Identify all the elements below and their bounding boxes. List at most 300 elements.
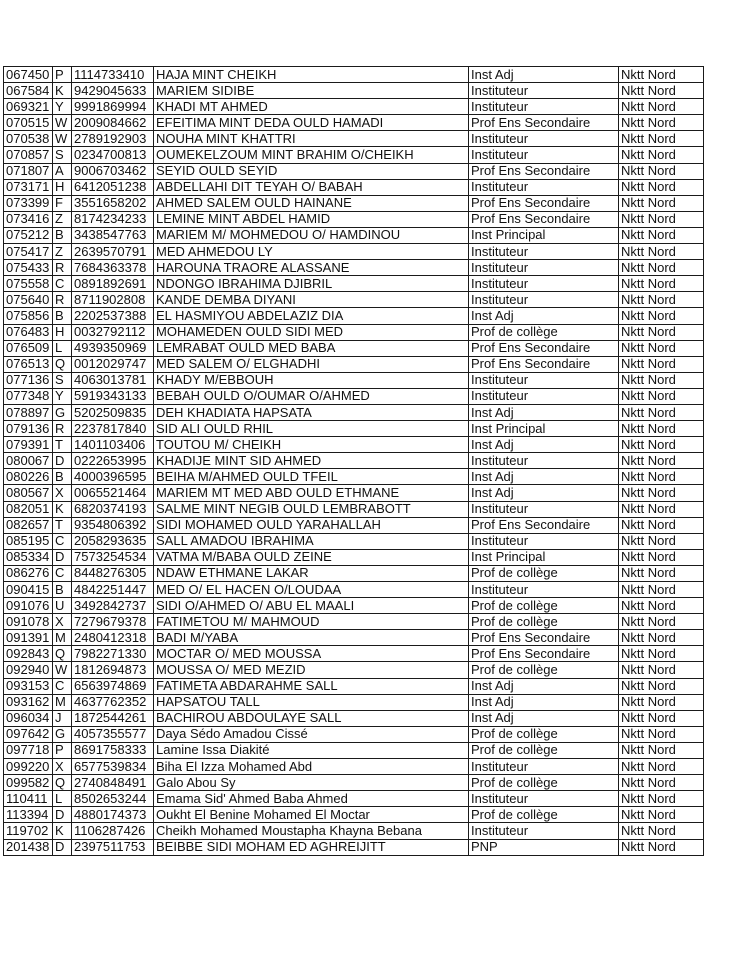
location-cell: Nktt Nord (619, 646, 704, 662)
letter-cell: Y (53, 388, 72, 404)
matricule-cell: 075212 (4, 227, 53, 243)
name-cell: HAROUNA TRAORE ALASSANE (154, 260, 469, 276)
matricule-cell: 077136 (4, 372, 53, 388)
position-cell: Instituteur (469, 260, 619, 276)
position-cell: Instituteur (469, 791, 619, 807)
location-cell: Nktt Nord (619, 453, 704, 469)
letter-cell: K (53, 83, 72, 99)
nni-cell: 9429045633 (72, 83, 154, 99)
table-row (4, 260, 704, 276)
position-cell: Instituteur (469, 501, 619, 517)
position-cell: Prof de collège (469, 662, 619, 678)
matricule-cell: 076513 (4, 356, 53, 372)
letter-cell: P (53, 742, 72, 758)
name-cell: OUMEKELZOUM MINT BRAHIM O/CHEIKH (154, 147, 469, 163)
location-cell: Nktt Nord (619, 356, 704, 372)
matricule-cell: 096034 (4, 710, 53, 726)
matricule-cell: 076483 (4, 324, 53, 340)
matricule-cell: 075417 (4, 244, 53, 260)
name-cell: MARIEM MT MED ABD OULD ETHMANE (154, 485, 469, 501)
location-cell: Nktt Nord (619, 469, 704, 485)
matricule-cell: 091076 (4, 598, 53, 614)
location-cell: Nktt Nord (619, 340, 704, 356)
letter-cell: X (53, 614, 72, 630)
table-row (4, 356, 704, 372)
table-row (4, 775, 704, 791)
name-cell: NOUHA MINT KHATTRI (154, 131, 469, 147)
name-cell: MED AHMEDOU LY (154, 244, 469, 260)
nni-cell: 5202509835 (72, 404, 154, 420)
letter-cell: Q (53, 356, 72, 372)
position-cell: Prof Ens Secondaire (469, 646, 619, 662)
table-row (4, 83, 704, 99)
matricule-cell: 077348 (4, 388, 53, 404)
nni-cell: 3551658202 (72, 195, 154, 211)
table-row (4, 115, 704, 131)
matricule-cell: 085334 (4, 549, 53, 565)
name-cell: SIDI MOHAMED OULD YARAHALLAH (154, 517, 469, 533)
table-row (4, 646, 704, 662)
position-cell: Instituteur (469, 147, 619, 163)
name-cell: TOUTOU M/ CHEIKH (154, 437, 469, 453)
name-cell: HAJA MINT CHEIKH (154, 67, 469, 83)
matricule-cell: 067450 (4, 67, 53, 83)
table-row (4, 630, 704, 646)
position-cell: Inst Principal (469, 421, 619, 437)
letter-cell: J (53, 710, 72, 726)
name-cell: SIDI O/AHMED O/ ABU EL MAALI (154, 598, 469, 614)
name-cell: EL HASMIYOU ABDELAZIZ DIA (154, 308, 469, 324)
nni-cell: 4637762352 (72, 694, 154, 710)
matricule-cell: 085195 (4, 533, 53, 549)
matricule-cell: 080567 (4, 485, 53, 501)
nni-cell: 8448276305 (72, 565, 154, 581)
table-row (4, 99, 704, 115)
position-cell: Inst Adj (469, 437, 619, 453)
name-cell: Oukht El Benine Mohamed El Moctar (154, 807, 469, 823)
position-cell: Inst Adj (469, 308, 619, 324)
nni-cell: 0891892691 (72, 276, 154, 292)
letter-cell: Z (53, 211, 72, 227)
location-cell: Nktt Nord (619, 582, 704, 598)
letter-cell: L (53, 791, 72, 807)
position-cell: Instituteur (469, 582, 619, 598)
letter-cell: R (53, 421, 72, 437)
table-row (4, 421, 704, 437)
position-cell: Instituteur (469, 179, 619, 195)
name-cell: AHMED SALEM OULD HAINANE (154, 195, 469, 211)
nni-cell: 3438547763 (72, 227, 154, 243)
location-cell: Nktt Nord (619, 485, 704, 501)
matricule-cell: 099220 (4, 759, 53, 775)
location-cell: Nktt Nord (619, 517, 704, 533)
table-row (4, 211, 704, 227)
letter-cell: M (53, 694, 72, 710)
position-cell: Instituteur (469, 276, 619, 292)
nni-cell: 9354806392 (72, 517, 154, 533)
nni-cell: 7982271330 (72, 646, 154, 662)
matricule-cell: 075433 (4, 260, 53, 276)
position-cell: Prof de collège (469, 324, 619, 340)
letter-cell: T (53, 437, 72, 453)
name-cell: KHADI MT AHMED (154, 99, 469, 115)
name-cell: SEYID OULD SEYID (154, 163, 469, 179)
table-row (4, 308, 704, 324)
location-cell: Nktt Nord (619, 404, 704, 420)
position-cell: Prof de collège (469, 565, 619, 581)
name-cell: VATMA M/BABA OULD ZEINE (154, 549, 469, 565)
location-cell: Nktt Nord (619, 115, 704, 131)
nni-cell: 0032792112 (72, 324, 154, 340)
nni-cell: 7684363378 (72, 260, 154, 276)
nni-cell: 1401103406 (72, 437, 154, 453)
letter-cell: X (53, 485, 72, 501)
position-cell: Instituteur (469, 292, 619, 308)
nni-cell: 5919343133 (72, 388, 154, 404)
table-row (4, 276, 704, 292)
matricule-cell: 086276 (4, 565, 53, 581)
location-cell: Nktt Nord (619, 598, 704, 614)
letter-cell: K (53, 501, 72, 517)
position-cell: Instituteur (469, 823, 619, 839)
letter-cell: Y (53, 99, 72, 115)
matricule-cell: 097642 (4, 726, 53, 742)
nni-cell: 3492842737 (72, 598, 154, 614)
nni-cell: 2058293635 (72, 533, 154, 549)
location-cell: Nktt Nord (619, 775, 704, 791)
position-cell: Prof de collège (469, 742, 619, 758)
position-cell: Prof Ens Secondaire (469, 517, 619, 533)
name-cell: HAPSATOU TALL (154, 694, 469, 710)
location-cell: Nktt Nord (619, 726, 704, 742)
matricule-cell: 070857 (4, 147, 53, 163)
letter-cell: F (53, 195, 72, 211)
table-row (4, 340, 704, 356)
nni-cell: 1114733410 (72, 67, 154, 83)
location-cell: Nktt Nord (619, 807, 704, 823)
nni-cell: 0222653995 (72, 453, 154, 469)
name-cell: ABDELLAHI DIT TEYAH O/ BABAH (154, 179, 469, 195)
nni-cell: 8174234233 (72, 211, 154, 227)
table-row (4, 388, 704, 404)
location-cell: Nktt Nord (619, 227, 704, 243)
position-cell: Prof Ens Secondaire (469, 630, 619, 646)
staff-table-body (4, 67, 704, 856)
location-cell: Nktt Nord (619, 99, 704, 115)
position-cell: Prof Ens Secondaire (469, 115, 619, 131)
nni-cell: 2202537388 (72, 308, 154, 324)
nni-cell: 2740848491 (72, 775, 154, 791)
nni-cell: 8691758333 (72, 742, 154, 758)
matricule-cell: 091078 (4, 614, 53, 630)
table-row (4, 549, 704, 565)
letter-cell: B (53, 308, 72, 324)
table-row (4, 324, 704, 340)
letter-cell: C (53, 565, 72, 581)
matricule-cell: 067584 (4, 83, 53, 99)
location-cell: Nktt Nord (619, 630, 704, 646)
name-cell: Emama Sid' Ahmed Baba Ahmed (154, 791, 469, 807)
table-row (4, 244, 704, 260)
matricule-cell: 073416 (4, 211, 53, 227)
position-cell: Prof Ens Secondaire (469, 356, 619, 372)
location-cell: Nktt Nord (619, 662, 704, 678)
table-row (4, 710, 704, 726)
table-row (4, 582, 704, 598)
name-cell: FATIMETOU M/ MAHMOUD (154, 614, 469, 630)
name-cell: FATIMETA ABDARAHME SALL (154, 678, 469, 694)
matricule-cell: 092843 (4, 646, 53, 662)
name-cell: KHADIJE MINT SID AHMED (154, 453, 469, 469)
position-cell: Instituteur (469, 533, 619, 549)
letter-cell: S (53, 372, 72, 388)
table-row (4, 195, 704, 211)
letter-cell: T (53, 517, 72, 533)
location-cell: Nktt Nord (619, 195, 704, 211)
position-cell: Prof de collège (469, 614, 619, 630)
location-cell: Nktt Nord (619, 388, 704, 404)
matricule-cell: 113394 (4, 807, 53, 823)
table-row (4, 598, 704, 614)
matricule-cell: 075640 (4, 292, 53, 308)
matricule-cell: 082657 (4, 517, 53, 533)
letter-cell: C (53, 533, 72, 549)
nni-cell: 8502653244 (72, 791, 154, 807)
table-row (4, 565, 704, 581)
letter-cell: C (53, 678, 72, 694)
location-cell: Nktt Nord (619, 565, 704, 581)
location-cell: Nktt Nord (619, 678, 704, 694)
table-row (4, 614, 704, 630)
letter-cell: H (53, 324, 72, 340)
nni-cell: 8711902808 (72, 292, 154, 308)
location-cell: Nktt Nord (619, 324, 704, 340)
matricule-cell: 110411 (4, 791, 53, 807)
matricule-cell: 070515 (4, 115, 53, 131)
name-cell: MOHAMEDEN OULD SIDI MED (154, 324, 469, 340)
name-cell: SALME MINT NEGIB OULD LEMBRABOTT (154, 501, 469, 517)
letter-cell: Q (53, 646, 72, 662)
nni-cell: 2237817840 (72, 421, 154, 437)
position-cell: Instituteur (469, 388, 619, 404)
table-row (4, 678, 704, 694)
table-row (4, 662, 704, 678)
table-row (4, 501, 704, 517)
nni-cell: 0234700813 (72, 147, 154, 163)
name-cell: BEIBBE SIDI MOHAM ED AGHREIJITT (154, 839, 469, 855)
table-row (4, 807, 704, 823)
location-cell: Nktt Nord (619, 437, 704, 453)
nni-cell: 0065521464 (72, 485, 154, 501)
letter-cell: Z (53, 244, 72, 260)
position-cell: Prof de collège (469, 807, 619, 823)
table-row (4, 726, 704, 742)
table-row (4, 227, 704, 243)
letter-cell: H (53, 179, 72, 195)
letter-cell: W (53, 115, 72, 131)
matricule-cell: 080067 (4, 453, 53, 469)
location-cell: Nktt Nord (619, 67, 704, 83)
matricule-cell: 079136 (4, 421, 53, 437)
nni-cell: 1812694873 (72, 662, 154, 678)
position-cell: Prof Ens Secondaire (469, 163, 619, 179)
nni-cell: 6412051238 (72, 179, 154, 195)
position-cell: PNP (469, 839, 619, 855)
table-row (4, 163, 704, 179)
table-row (4, 372, 704, 388)
location-cell: Nktt Nord (619, 131, 704, 147)
matricule-cell: 073399 (4, 195, 53, 211)
position-cell: Prof Ens Secondaire (469, 195, 619, 211)
location-cell: Nktt Nord (619, 244, 704, 260)
name-cell: KANDE DEMBA DIYANI (154, 292, 469, 308)
matricule-cell: 097718 (4, 742, 53, 758)
name-cell: Galo Abou Sy (154, 775, 469, 791)
location-cell: Nktt Nord (619, 694, 704, 710)
matricule-cell: 079391 (4, 437, 53, 453)
name-cell: Daya Sédo Amadou Cissé (154, 726, 469, 742)
location-cell: Nktt Nord (619, 163, 704, 179)
table-row (4, 179, 704, 195)
nni-cell: 6563974869 (72, 678, 154, 694)
matricule-cell: 075856 (4, 308, 53, 324)
matricule-cell: 076509 (4, 340, 53, 356)
table-row (4, 517, 704, 533)
name-cell: DEH KHADIATA HAPSATA (154, 404, 469, 420)
table-row (4, 292, 704, 308)
nni-cell: 4880174373 (72, 807, 154, 823)
table-row (4, 839, 704, 855)
letter-cell: Q (53, 775, 72, 791)
name-cell: NDONGO IBRAHIMA DJIBRIL (154, 276, 469, 292)
name-cell: NDAW ETHMANE LAKAR (154, 565, 469, 581)
location-cell: Nktt Nord (619, 276, 704, 292)
name-cell: KHADY M/EBBOUH (154, 372, 469, 388)
nni-cell: 1872544261 (72, 710, 154, 726)
location-cell: Nktt Nord (619, 791, 704, 807)
letter-cell: D (53, 839, 72, 855)
letter-cell: U (53, 598, 72, 614)
nni-cell: 4057355577 (72, 726, 154, 742)
matricule-cell: 082051 (4, 501, 53, 517)
letter-cell: B (53, 469, 72, 485)
matricule-cell: 075558 (4, 276, 53, 292)
nni-cell: 4939350969 (72, 340, 154, 356)
letter-cell: B (53, 227, 72, 243)
location-cell: Nktt Nord (619, 147, 704, 163)
position-cell: Inst Adj (469, 710, 619, 726)
name-cell: BEBAH OULD O/OUMAR O/AHMED (154, 388, 469, 404)
nni-cell: 7573254534 (72, 549, 154, 565)
letter-cell: C (53, 276, 72, 292)
letter-cell: R (53, 260, 72, 276)
table-row (4, 404, 704, 420)
table-row (4, 469, 704, 485)
letter-cell: W (53, 131, 72, 147)
table-row (4, 742, 704, 758)
table-row (4, 485, 704, 501)
nni-cell: 2789192903 (72, 131, 154, 147)
location-cell: Nktt Nord (619, 823, 704, 839)
staff-table (3, 66, 704, 856)
letter-cell: S (53, 147, 72, 163)
matricule-cell: 092940 (4, 662, 53, 678)
name-cell: MOCTAR O/ MED MOUSSA (154, 646, 469, 662)
name-cell: Lamine Issa Diakité (154, 742, 469, 758)
location-cell: Nktt Nord (619, 372, 704, 388)
letter-cell: D (53, 807, 72, 823)
location-cell: Nktt Nord (619, 533, 704, 549)
name-cell: BADI M/YABA (154, 630, 469, 646)
matricule-cell: 201438 (4, 839, 53, 855)
name-cell: LEMRABAT OULD MED BABA (154, 340, 469, 356)
letter-cell: D (53, 453, 72, 469)
nni-cell: 6577539834 (72, 759, 154, 775)
position-cell: Instituteur (469, 83, 619, 99)
position-cell: Prof de collège (469, 726, 619, 742)
location-cell: Nktt Nord (619, 292, 704, 308)
name-cell: MARIEM M/ MOHMEDOU O/ HAMDINOU (154, 227, 469, 243)
nni-cell: 6820374193 (72, 501, 154, 517)
position-cell: Inst Adj (469, 67, 619, 83)
nni-cell: 9006703462 (72, 163, 154, 179)
position-cell: Instituteur (469, 372, 619, 388)
letter-cell: A (53, 163, 72, 179)
nni-cell: 9991869994 (72, 99, 154, 115)
nni-cell: 4063013781 (72, 372, 154, 388)
position-cell: Instituteur (469, 759, 619, 775)
nni-cell: 2480412318 (72, 630, 154, 646)
location-cell: Nktt Nord (619, 421, 704, 437)
location-cell: Nktt Nord (619, 710, 704, 726)
name-cell: LEMINE MINT ABDEL HAMID (154, 211, 469, 227)
name-cell: EFEITIMA MINT DEDA OULD HAMADI (154, 115, 469, 131)
letter-cell: B (53, 582, 72, 598)
matricule-cell: 078897 (4, 404, 53, 420)
nni-cell: 4842251447 (72, 582, 154, 598)
table-row (4, 533, 704, 549)
name-cell: MED SALEM O/ ELGHADHI (154, 356, 469, 372)
location-cell: Nktt Nord (619, 211, 704, 227)
table-row (4, 453, 704, 469)
position-cell: Instituteur (469, 453, 619, 469)
location-cell: Nktt Nord (619, 549, 704, 565)
letter-cell: K (53, 823, 72, 839)
table-row (4, 131, 704, 147)
table-row (4, 759, 704, 775)
name-cell: Biha El Izza Mohamed Abd (154, 759, 469, 775)
position-cell: Prof Ens Secondaire (469, 340, 619, 356)
letter-cell: G (53, 404, 72, 420)
location-cell: Nktt Nord (619, 260, 704, 276)
position-cell: Inst Adj (469, 404, 619, 420)
table-row (4, 791, 704, 807)
matricule-cell: 070538 (4, 131, 53, 147)
position-cell: Inst Adj (469, 678, 619, 694)
letter-cell: X (53, 759, 72, 775)
matricule-cell: 071807 (4, 163, 53, 179)
nni-cell: 1106287426 (72, 823, 154, 839)
position-cell: Prof de collège (469, 598, 619, 614)
name-cell: BEIHA M/AHMED OULD TFEIL (154, 469, 469, 485)
name-cell: Cheikh Mohamed Moustapha Khayna Bebana (154, 823, 469, 839)
position-cell: Instituteur (469, 244, 619, 260)
matricule-cell: 093153 (4, 678, 53, 694)
name-cell: MOUSSA O/ MED MEZID (154, 662, 469, 678)
table-row (4, 67, 704, 83)
location-cell: Nktt Nord (619, 83, 704, 99)
position-cell: Inst Adj (469, 694, 619, 710)
